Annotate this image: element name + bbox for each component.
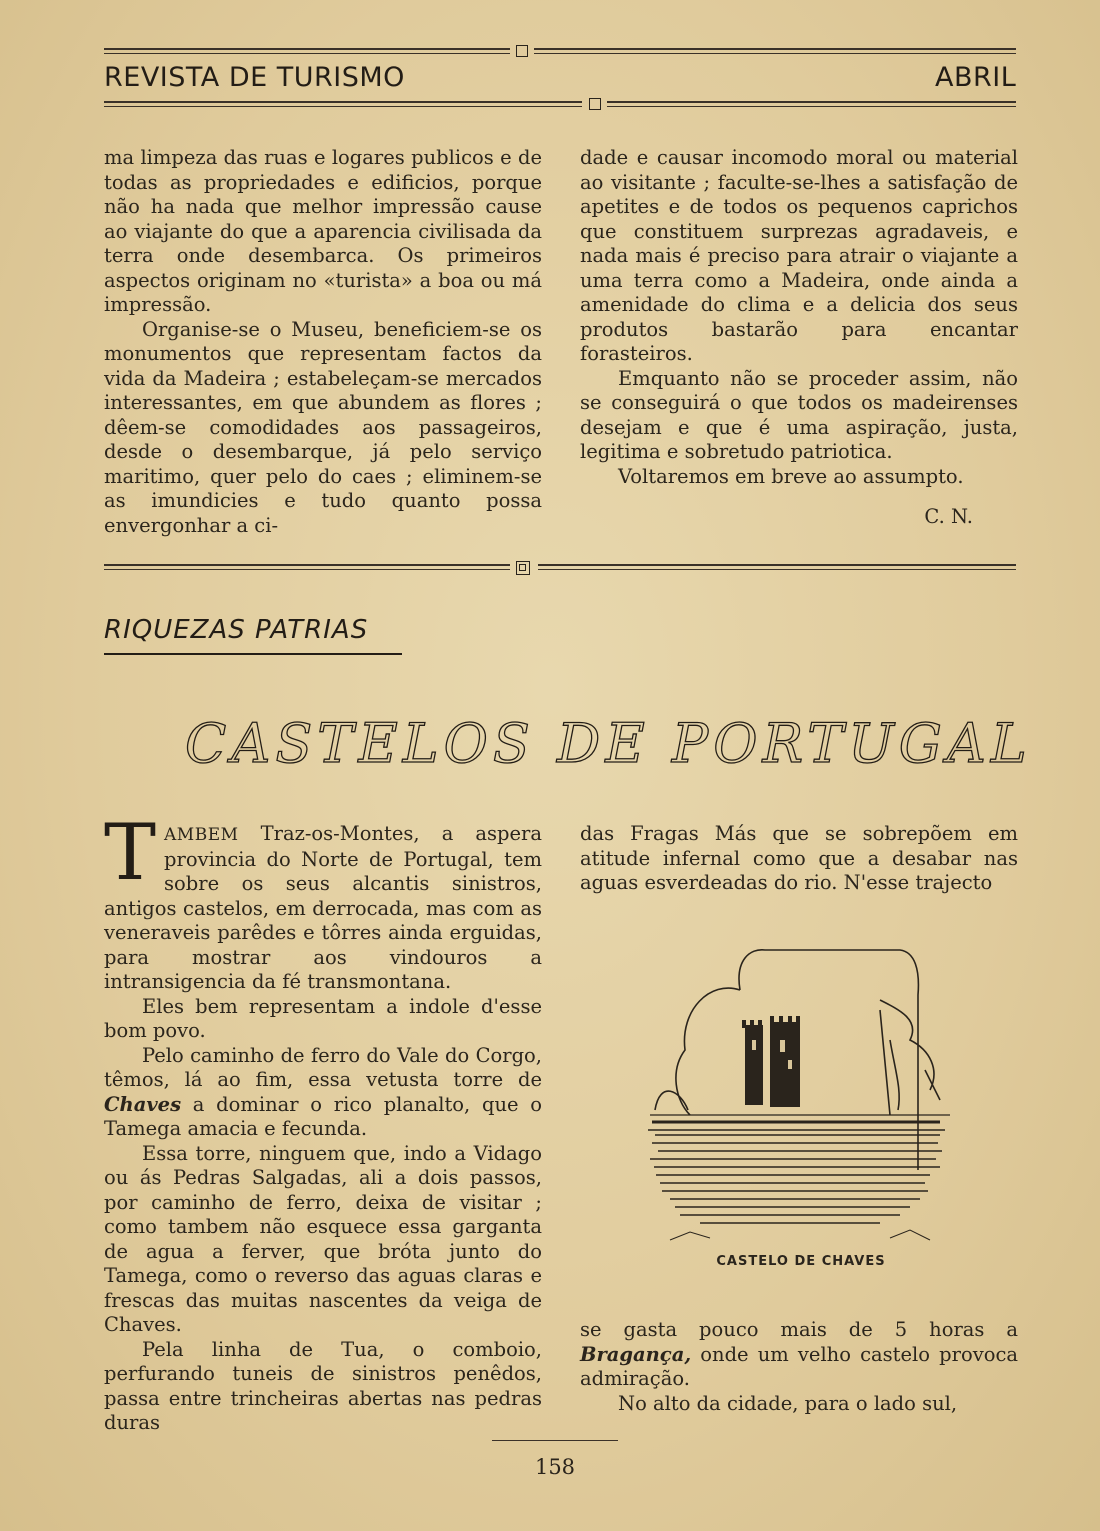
place-name: Bragança, bbox=[580, 1342, 692, 1366]
article2-paragraph: Eles bem representam a indole d'esse bom povo. bbox=[104, 994, 542, 1042]
article2-left-column bbox=[104, 808, 542, 1436]
section-divider-right bbox=[538, 564, 1016, 570]
place-name: Chaves bbox=[104, 1092, 182, 1116]
article2-right-column-top bbox=[580, 822, 1018, 896]
castle-illustration bbox=[640, 940, 962, 1250]
issue-month: ABRIL bbox=[935, 62, 1017, 93]
article1-paragraph: Voltaremos em breve ao assumpto. bbox=[618, 464, 964, 488]
header-ornament-top bbox=[516, 45, 528, 57]
article1-paragraph: Emquanto não se proceder assim, não se conseguirá o que todos os madeirenses desejam e que é uma aspiração, justa, legitima e sobretudo patriotica. bbox=[580, 366, 1018, 463]
figure-caption: CASTELO DE CHAVES bbox=[716, 1254, 886, 1269]
article1-paragraph: dade e causar incomodo moral ou material ao visitante ; faculte-se-lhes a satisfação de apetites e de todos os pequenos caprichos que constituem surprezas agradaveis, e nada mais é preciso para atrair o viajante a uma terra como a Madeira, onde ainda a amenidade do clima e a delicia dos seus produtos bastarão para encantar forasteiros. bbox=[580, 146, 1018, 365]
paragraph-text: Traz-os-Montes, a aspera provincia do Norte de Portugal, tem sobre os seus alcantis sinistros, antigos castelos, em derrocada, mas com as veneraveis parêdes e tôrres ainda erguidas, para mostrar aos vindouros a intransigencia da fé transmontana. bbox=[104, 822, 542, 993]
article1-left-column bbox=[104, 146, 542, 538]
header-top-rule-right bbox=[534, 48, 1016, 54]
header-top-rule bbox=[104, 48, 510, 54]
footer-rule bbox=[492, 1440, 618, 1441]
section-divider-ornament bbox=[516, 561, 530, 575]
first-word: AMBEM bbox=[164, 825, 239, 845]
article-headline: CASTELOS DE PORTUGAL bbox=[185, 712, 1032, 775]
drop-cap: T bbox=[104, 808, 157, 898]
article2-right-column-bottom bbox=[580, 1318, 1018, 1416]
article2-paragraph: se gasta pouco mais de 5 horas a Bragança, onde um velho castelo provoca admiração. bbox=[580, 1318, 1018, 1390]
section-divider-left bbox=[104, 564, 510, 570]
article2-paragraph: das Fragas Más que se sobrepõem em atitude infernal como que a desabar nas aguas esverdeadas do rio. N'esse trajecto bbox=[580, 822, 1018, 894]
article1-paragraph: Organise-se o Museu, beneficiem-se os monumentos que representam factos da vida da Madeira ; estabeleçam-se mercados interessantes, em que abundem as flores ; dêem-se comodidades aos passageiros, desde o desembarque, já pelo serviço maritimo, quer pelo do caes ; eliminem-se as imundicies e tudo quanto possa envergonhar a ci- bbox=[104, 317, 542, 537]
page-number: 158 bbox=[534, 1455, 576, 1479]
article2-paragraph: No alto da cidade, para o lado sul, bbox=[618, 1391, 958, 1415]
publication-title: REVISTA DE TURISMO bbox=[104, 62, 405, 93]
section-title: RIQUEZAS PATRIAS bbox=[104, 615, 369, 645]
article2-paragraph: Pelo caminho de ferro do Vale do Corgo, têmos, lá ao fim, essa vetusta torre de Chaves a dominar o rico planalto, que o Tamega amacia e fecunda. bbox=[104, 1043, 542, 1140]
section-title-underline bbox=[104, 653, 402, 655]
article1-right-column bbox=[580, 146, 1018, 530]
article1-signature: C. N. bbox=[924, 505, 973, 528]
article1-paragraph: ma limpeza das ruas e logares publicos e de todas as propriedades e edificios, porque não ha nada que melhor impressão cause ao viajante do que a aparencia civilisada da terra onde desembarca. Os primeiros aspectos originam no «turista» a boa ou má impressão. bbox=[104, 146, 542, 316]
article2-paragraph: Pela linha de Tua, o comboio, perfurando tuneis de sinistros penêdos, passa entre trincheiras abertas nas pedras duras bbox=[104, 1337, 542, 1434]
article2-paragraph: Essa torre, ninguem que, indo a Vidago ou ás Pedras Salgadas, ali a dois passos, por caminho de ferro, deixa de visitar ; como tambem não esquece essa garganta de agua a ferver, que bróta junto do Tamega, como o reverso das aguas claras e frescas das muitas nascentes da veiga de Chaves. bbox=[104, 1141, 542, 1336]
header-bottom-rule bbox=[104, 101, 582, 107]
article2-paragraph bbox=[104, 808, 542, 995]
header-bottom-rule-right bbox=[607, 101, 1016, 107]
header-ornament-bottom bbox=[589, 98, 601, 110]
